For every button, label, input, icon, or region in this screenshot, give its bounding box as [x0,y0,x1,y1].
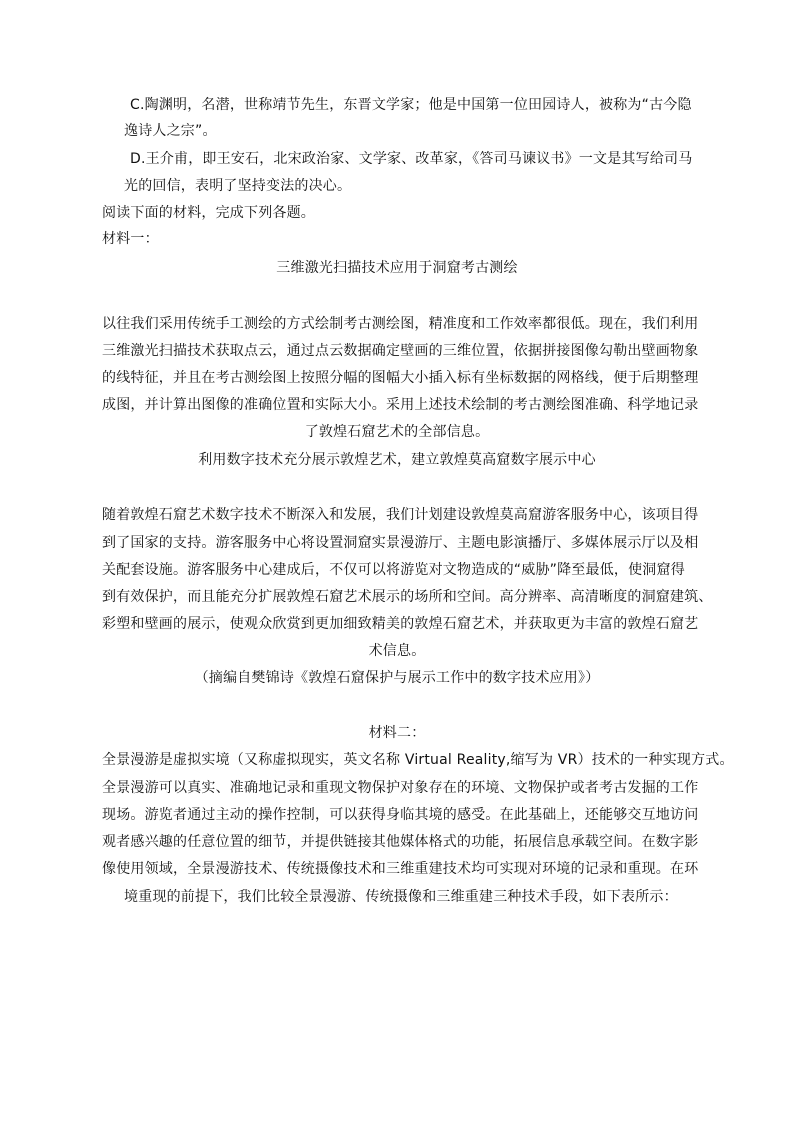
option-d-line-2: 光的回信，表明了坚持变法的决心。 [124,178,352,194]
material-2-para-line: 观者感兴趣的任意位置的细节，并提供链接其他媒体格式的功能，拓展信息承载空间。在数字影 [102,834,699,850]
option-c-line-1: C.陶渊明，名潜，世称靖节先生，东晋文学家；他是中国第一位田园诗人，被称为“古今隐 [130,97,692,113]
material-1-heading-2: 利用数字技术充分展示敦煌艺术，建立敦煌莫高窟数字展示中心 [198,452,596,468]
material-1-para-1-line: 的线特征，并且在考古测绘图上按照分幅的图幅大小插入标有坐标数据的网格线，便于后期整理 [102,370,699,386]
material-1-label: 材料一： [102,231,159,247]
material-1-heading-1: 三维激光扫描技术应用于洞窟考古测绘 [276,260,518,276]
material-2-para-line: 现场。游览者通过主动的操作控制，可以获得身临其境的感受。在此基础上，还能够交互地访问 [102,807,699,823]
option-c-line-2: 逸诗人之宗”。 [124,123,217,139]
material-1-para-1-line: 了敦煌石窟艺术的全部信息。 [304,424,490,440]
material-1-para-2-line: 彩塑和壁画的展示，使观众欣赏到更加细致精美的敦煌石窟艺术，并获取更为丰富的敦煌石窟艺 [102,616,699,632]
material-1-para-2-line: 随着敦煌石窟艺术数字技术不断深入和发展，我们计划建设敦煌莫高窟游客服务中心，该项目得 [102,507,699,523]
material-1-para-1-line: 三维激光扫描技术获取点云，通过点云数据确定壁画的三维位置，依据拼接图像勾勒出壁画物象 [102,343,699,359]
material-1-para-2-line: 关配套设施。游客服务中心建成后，不仅可以将游览对文物造成的“威胁”降至最低，使洞窟得 [102,562,685,578]
material-1-source: （摘编自樊锦诗《敦煌石窟保护与展示工作中的数字技术应用》） [194,670,600,686]
material-1-para-2-line: 到有效保护，而且能充分扩展敦煌石窟艺术展示的场所和空间。高分辨率、高清晰度的洞窟建筑、 [102,589,713,605]
instruction: 阅读下面的材料，完成下列各题。 [102,205,315,221]
material-2-label: 材料二： [368,725,426,741]
material-2-para-line: 境重现的前提下，我们比较全景漫游、传统摄像和三维重建三种技术手段，如下表所示： [124,889,678,905]
material-1-para-2-line: 到了国家的支持。游客服务中心将设置洞窟实景漫游厅、主题电影演播厅、多媒体展示厅以及相 [102,535,699,551]
material-2-para-line: 像使用领域，全景漫游技术、传统摄像技术和三维重建技术均可实现对环境的记录和重现。在环 [102,861,699,877]
material-1-para-1-line: 成图，并计算出图像的准确位置和实际大小。采用上述技术绘制的考古测绘图准确、科学地记录 [102,397,699,413]
material-2-para-line: 全景漫游是虚拟实境（又称虚拟现实，英文名称 Virtual Reality,缩写为 VR）技术的一种实现方式。 [102,752,734,768]
option-d-line-1: D.王介甫，即王安石，北宋政治家、文学家、改革家，《答司马谏议书》一文是其写给司马 [130,151,693,167]
material-2-para-line: 全景漫游可以真实、准确地记录和重现文物保护对象存在的环境、文物保护或者考古发掘的工作 [102,780,699,796]
material-1-para-1-line: 以往我们采用传统手工测绘的方式绘制考古测绘图，精准度和工作效率都很低。现在，我们利用 [102,316,699,332]
material-1-para-2-line: 术信息。 [368,643,426,659]
